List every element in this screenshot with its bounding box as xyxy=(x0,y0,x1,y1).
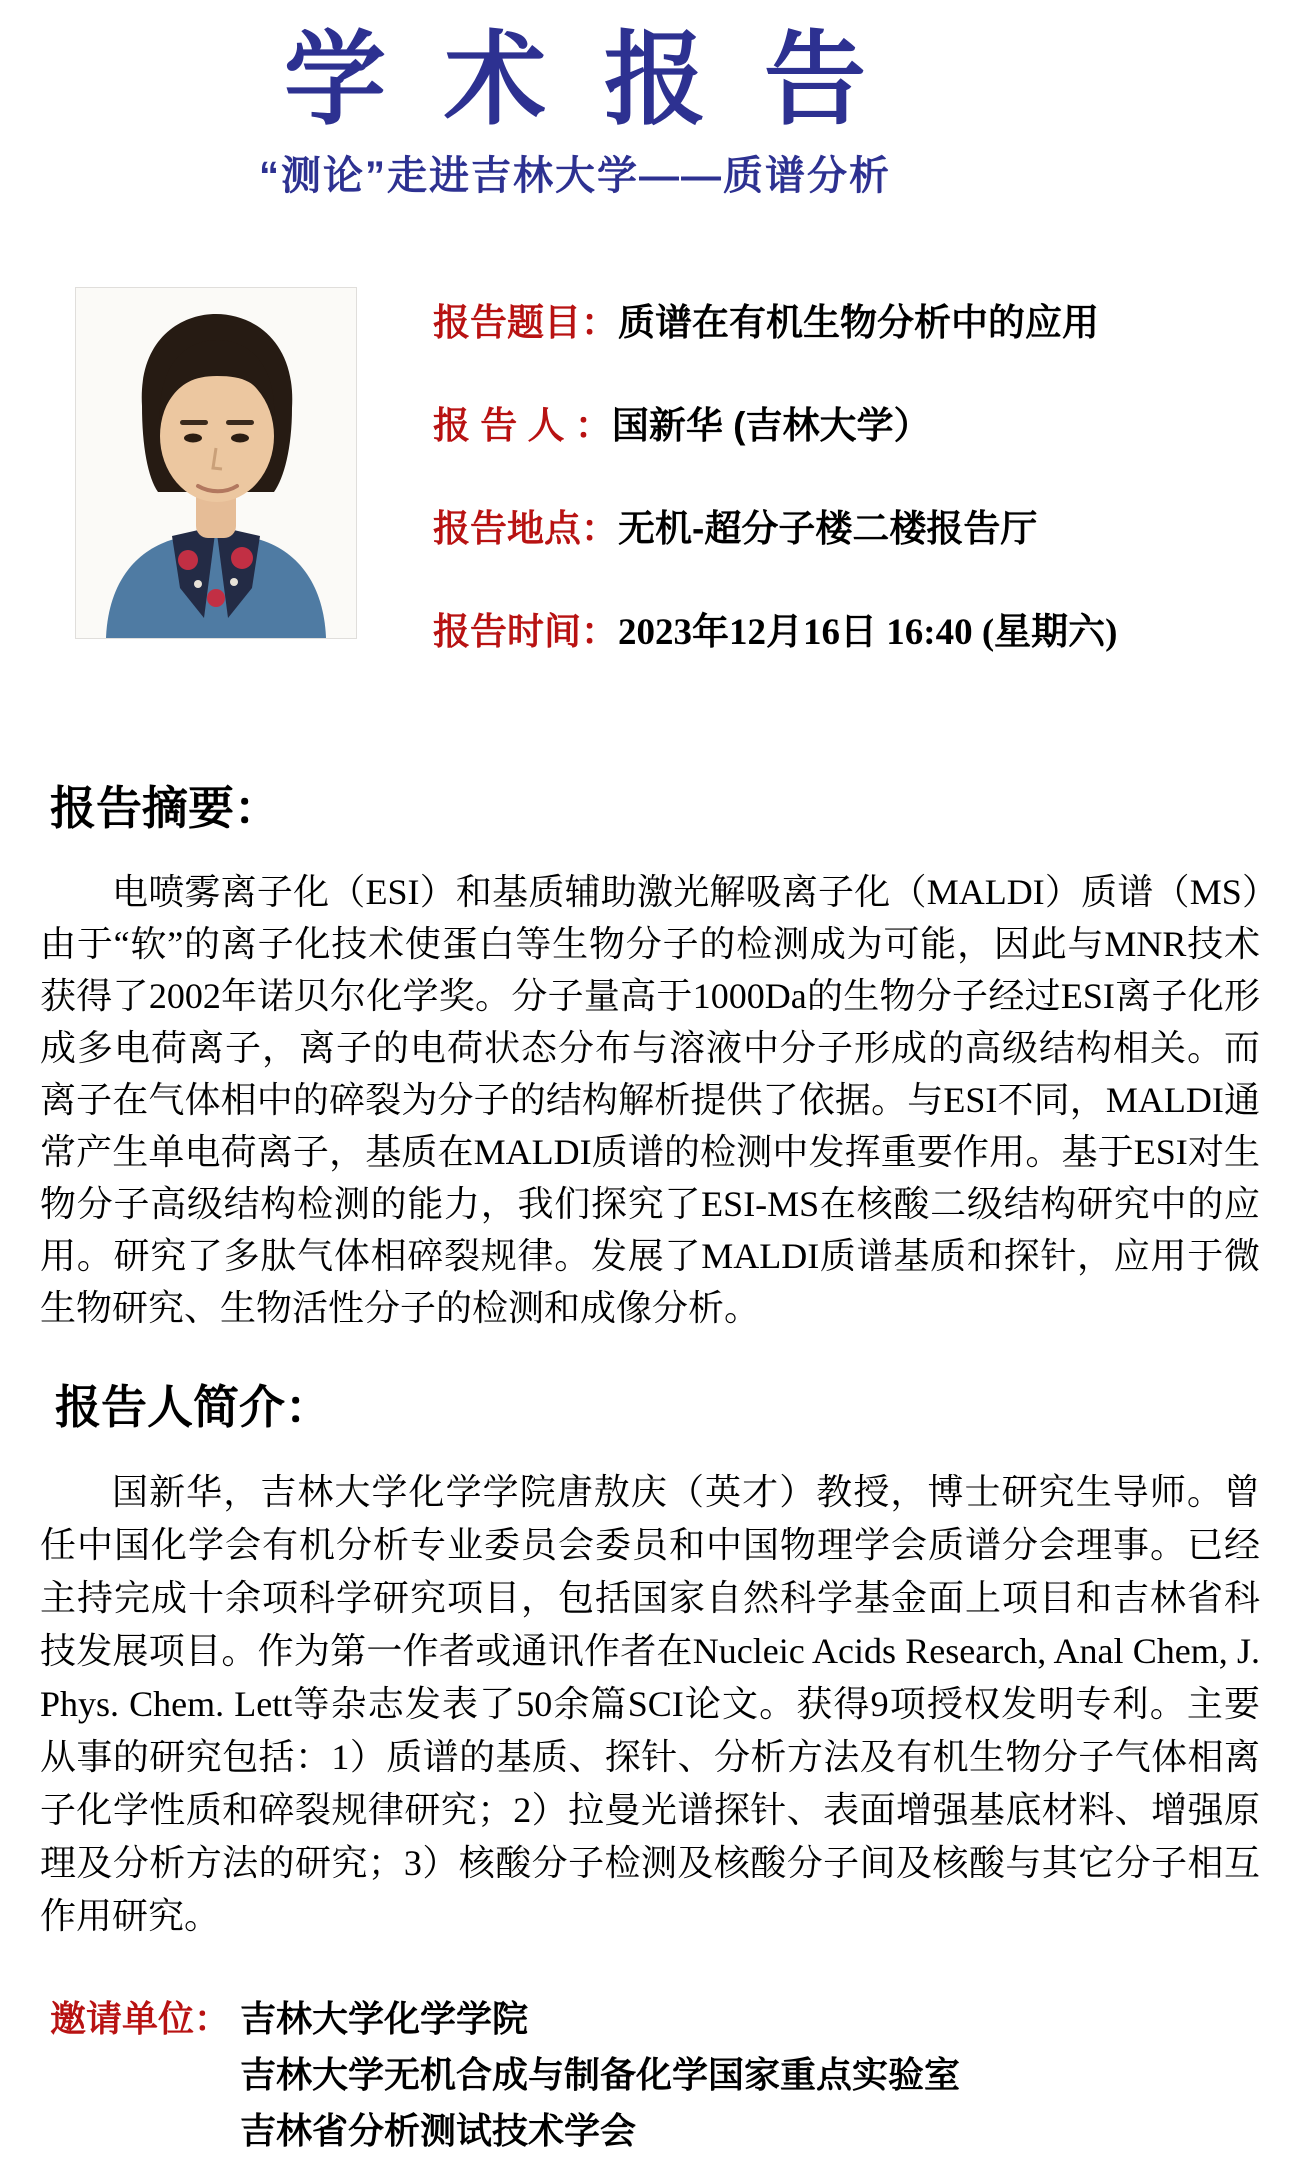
topic-value: 质谱在有机生物分析中的应用 xyxy=(618,302,1099,344)
time-label: 报告时间： xyxy=(433,611,618,653)
lecture-details xyxy=(433,287,1117,713)
speaker-value: 国新华 (吉林大学） xyxy=(611,405,931,447)
time-value: 2023年12月16日 16:40 (星期六) xyxy=(618,612,1118,654)
organization-item: 吉林大学无机合成与制备化学国家重点实验室 xyxy=(240,2053,961,2095)
organization-item: 吉林大学化学学院 xyxy=(240,1997,529,2039)
bio-heading: 报告人简介： xyxy=(55,1381,331,1434)
abstract-heading: 报告摘要： xyxy=(50,782,280,835)
page-title: 学术报告 xyxy=(284,21,924,140)
page-subtitle: “测论”走进吉林大学——质谱分析 xyxy=(259,154,891,199)
inviting-organizations-block xyxy=(50,1991,1304,2159)
location-value: 无机-超分子楼二楼报告厅 xyxy=(618,508,1038,550)
topic-label: 报告题目： xyxy=(433,302,618,344)
organization-list xyxy=(240,1991,960,2159)
location-label: 报告地点： xyxy=(433,508,618,550)
speaker-photo xyxy=(75,287,357,639)
detail-row-topic xyxy=(433,301,1117,353)
speaker-info-block xyxy=(75,287,1304,713)
detail-row-speaker xyxy=(433,404,1117,456)
organization-item: 吉林省分析测试技术学会 xyxy=(240,2109,637,2151)
abstract-body: 电喷雾离子化（ESI）和基质辅助激光解吸离子化（MALDI）质谱（MS）由于“软”的离子化技术使蛋白等生物分子的检测成为可能，因此与MNR技术获得了2002年诺贝尔化学奖。分子量高于1000Da的生物分子经过ESI离子化形成多电荷离子，离子的电荷状态分布与溶液中分子形成的高级结构相关。而离子在气体相中的碎裂为分子的结构解析提供了依据。与ESI不同，MALDI通常产生单电荷离子，基质在MALDI质谱的检测中发挥重要作用。基于ESI对生物分子高级结构检测的能力，我们探究了ESI-MS在核酸二级结构研究中的应用。研究了多肽气体相碎裂规律。发展了MALDI质谱基质和探针，应用于微生物研究、生物活性分子的检测和成像分析。 xyxy=(40,872,1260,1329)
speaker-portrait-graphic xyxy=(76,288,356,638)
detail-row-location xyxy=(433,507,1117,559)
speaker-label: 报 告 人 ： xyxy=(433,405,612,447)
detail-row-time xyxy=(433,610,1117,662)
inviting-organizations-label: 邀请单位： xyxy=(50,1997,231,2039)
header xyxy=(0,0,1150,201)
bio-body: 国新华，吉林大学化学学院唐敖庆（英才）教授，博士研究生导师。曾任中国化学会有机分析专业委员会委员和中国物理学会质谱分会理事。已经主持完成十余项科学研究项目，包括国家自然科学基金面上项目和吉林省科技发展项目。作为第一作者或通讯作者在Nucleic Acids Research, Anal Chem, J. Phys. Chem. Lett等杂志发表了50余篇SCI论文。获得9项授权发明专利。主要从事的研究包括：1）质谱的基质、探针、分析方法及有机生物分子气体相离子化学性质和碎裂规律研究；2）拉曼光谱探针、表面增强基底材料、增强原理及分析方法的研究；3）核酸分子检测及核酸分子间及核酸与其它分子相互作用研究。 xyxy=(40,1471,1260,1936)
